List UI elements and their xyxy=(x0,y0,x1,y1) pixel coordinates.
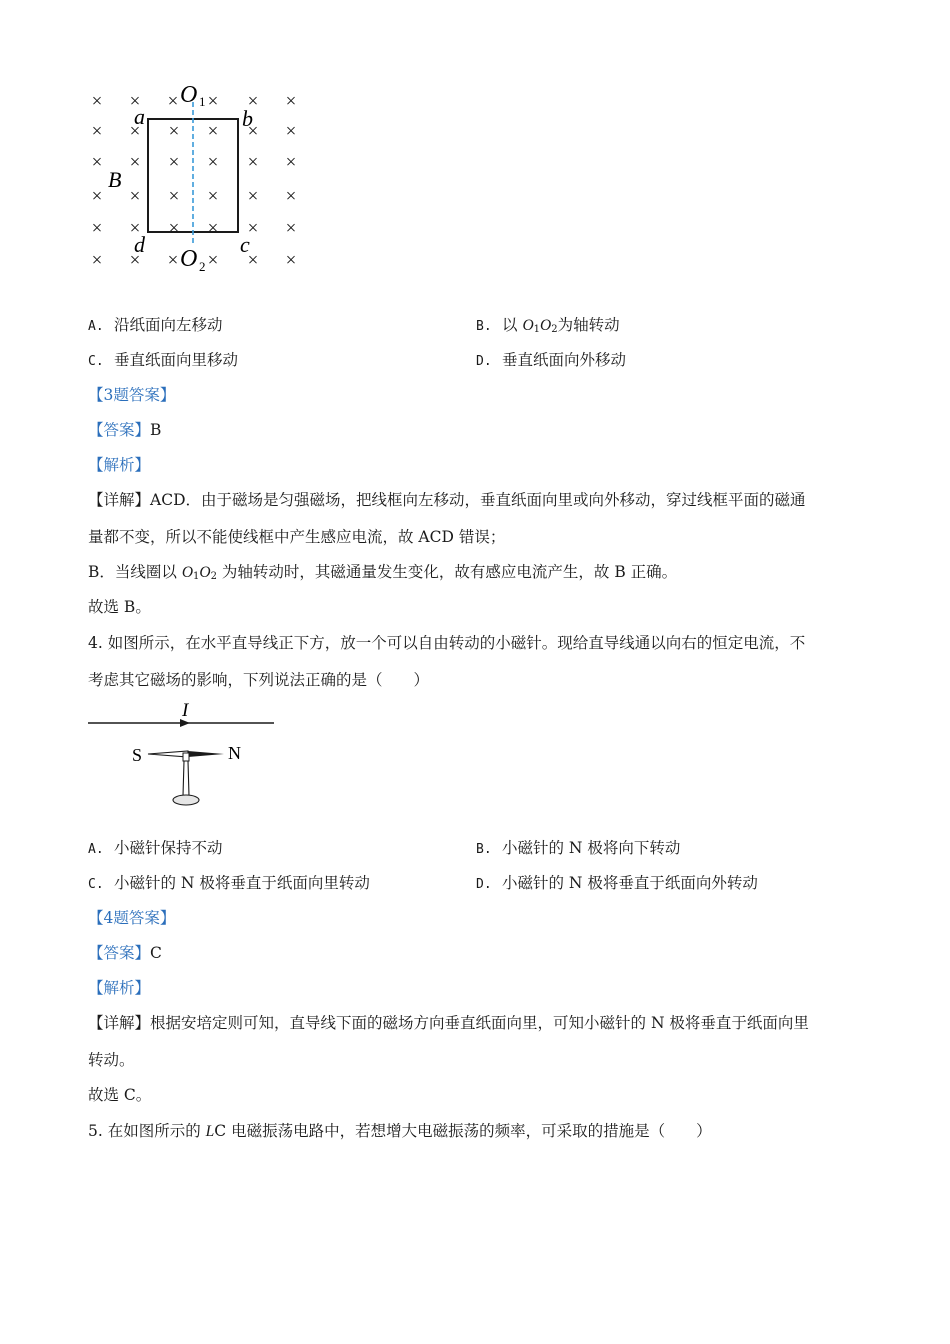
o2-subscript: 2 xyxy=(551,324,558,335)
label-O1-sub: 1 xyxy=(199,94,206,109)
field-cross: × xyxy=(207,186,219,207)
o1-subscript: 1 xyxy=(533,324,541,335)
field-cross: × xyxy=(167,250,179,271)
field-cross: × xyxy=(129,121,141,142)
field-cross: × xyxy=(91,186,103,207)
option-text-prefix: 以 xyxy=(502,316,523,334)
o2-symbol: O xyxy=(540,317,552,334)
o1-symbol: O xyxy=(522,317,534,334)
q3-option-c xyxy=(88,349,238,373)
q3-detail-line3 xyxy=(88,561,677,588)
answer-value: C xyxy=(150,944,162,962)
option-text: 垂直纸面向里移动 xyxy=(114,351,239,369)
detail-text-post: 为轴转动时，其磁通量发生变化，故有感应电流产生，故 B 正确。 xyxy=(216,563,678,581)
field-cross: × xyxy=(129,152,141,173)
field-cross: × xyxy=(247,121,259,142)
field-cross: × xyxy=(168,186,180,207)
stem-post: C 电磁振荡电路中，若想增大电磁振荡的频率，可采取的措施是（ ） xyxy=(214,1122,712,1140)
field-cross: × xyxy=(285,152,297,173)
q4-detail-line1 xyxy=(88,1012,809,1034)
option-key: B. xyxy=(476,842,492,857)
q4-stem-line2: 考虑其它磁场的影响，下列说法正确的是（ ） xyxy=(88,671,430,689)
label-N: N xyxy=(228,743,241,763)
detail-text-pre: B．当线圈以 xyxy=(88,563,182,581)
o1-subscript: 1 xyxy=(193,571,200,582)
q3-conclusion: 故选 B。 xyxy=(88,598,151,616)
q4-analysis-label: 【解析】 xyxy=(88,979,151,997)
detail-text: 根据安培定则可知，直导线下面的磁场方向垂直纸面向里，可知小磁针的 N 极将垂直于纸面向里 xyxy=(150,1014,809,1032)
option-text: 小磁针保持不动 xyxy=(114,839,223,857)
label-O2: O xyxy=(180,246,198,272)
label-B: B xyxy=(108,167,122,192)
label-O2-sub: 2 xyxy=(199,259,206,274)
option-key: A. xyxy=(88,842,104,857)
needle-n-half xyxy=(188,751,224,757)
field-cross: × xyxy=(285,250,297,271)
q3-option-a xyxy=(88,314,223,338)
option-text: 小磁针的 N 极将垂直于纸面向里转动 xyxy=(114,874,370,892)
field-cross: × xyxy=(129,186,141,207)
field-cross: × xyxy=(247,91,259,112)
q5-stem xyxy=(88,1120,712,1143)
option-key: B. xyxy=(476,319,492,334)
o1-symbol: O xyxy=(181,564,194,581)
q4-option-d xyxy=(476,872,758,896)
q4-stem-line1: 4. 如图所示，在水平直导线正下方，放一个可以自由转动的小磁针。现给直导线通以向右的恒定电流，不 xyxy=(88,634,806,652)
option-text: 沿纸面向左移动 xyxy=(114,316,223,334)
option-key: D. xyxy=(476,354,492,369)
q3-option-d xyxy=(476,349,626,373)
option-text: 小磁针的 N 极将垂直于纸面向外转动 xyxy=(502,874,758,892)
field-cross: × xyxy=(207,121,219,142)
label-a: a xyxy=(134,104,145,129)
option-key: D. xyxy=(476,877,492,892)
field-cross: × xyxy=(247,250,259,271)
stem-italic-L: L xyxy=(205,1123,215,1140)
compass-base xyxy=(173,795,199,805)
o2-symbol: O xyxy=(199,564,211,581)
detail-label: 【详解】 xyxy=(88,1014,151,1032)
field-cross: × xyxy=(168,121,180,142)
field-cross: × xyxy=(207,152,219,173)
q4-detail-line2: 转动。 xyxy=(88,1051,135,1069)
needle-s-half xyxy=(148,751,188,757)
q3-analysis-label: 【解析】 xyxy=(88,456,151,474)
q3-detail-line2: 量都不变，所以不能使线框中产生感应电流，故 ACD 错误； xyxy=(88,528,506,546)
label-O1: O xyxy=(180,82,198,108)
option-text: 小磁针的 N 极将向下转动 xyxy=(502,839,681,857)
detail-text: ACD．由于磁场是匀强磁场，把线框向左移动，垂直纸面向里或向外移动，穿过线框平面的磁通 xyxy=(150,491,806,509)
option-key: C. xyxy=(88,877,104,892)
label-d: d xyxy=(134,232,145,257)
field-cross: × xyxy=(207,250,219,271)
q3-answer xyxy=(88,419,161,441)
q3-option-b xyxy=(476,314,620,341)
compass-wire-figure xyxy=(84,696,284,814)
field-cross: × xyxy=(129,218,141,239)
field-cross: × xyxy=(129,250,141,271)
option-text: 垂直纸面向外移动 xyxy=(502,351,627,369)
field-cross: × xyxy=(285,218,297,239)
answer-label: 【答案】 xyxy=(88,944,151,962)
q4-option-b xyxy=(476,837,680,861)
o2-subscript: 2 xyxy=(210,571,217,582)
magnetic-field-figure xyxy=(80,80,320,280)
field-cross: × xyxy=(129,91,141,112)
label-c: c xyxy=(240,232,250,257)
field-cross: × xyxy=(285,186,297,207)
field-cross: × xyxy=(167,91,179,112)
field-cross: × xyxy=(168,218,180,239)
label-S: S xyxy=(132,745,143,765)
q3-detail-line1 xyxy=(88,489,806,511)
field-cross: × xyxy=(285,91,297,112)
q4-answer xyxy=(88,942,162,964)
compass-stand xyxy=(183,761,189,796)
field-cross: × xyxy=(247,186,259,207)
label-b: b xyxy=(242,106,253,131)
field-cross: × xyxy=(91,91,103,112)
field-cross: × xyxy=(91,121,103,142)
answer-label: 【答案】 xyxy=(88,421,151,439)
needle-pivot xyxy=(183,753,189,761)
q3-answer-header: 【3题答案】 xyxy=(88,386,176,404)
field-cross: × xyxy=(207,218,219,239)
field-cross: × xyxy=(91,218,103,239)
option-key: C. xyxy=(88,354,104,369)
field-cross: × xyxy=(247,218,259,239)
field-cross: × xyxy=(168,152,180,173)
field-cross: × xyxy=(247,152,259,173)
field-cross: × xyxy=(91,250,103,271)
q4-option-a xyxy=(88,837,223,861)
option-key: A. xyxy=(88,319,104,334)
q4-conclusion: 故选 C。 xyxy=(88,1086,152,1104)
detail-label: 【详解】 xyxy=(88,491,151,509)
field-cross: × xyxy=(285,121,297,142)
answer-value: B xyxy=(150,421,162,439)
field-cross: × xyxy=(91,152,103,173)
option-text-suffix: 为轴转动 xyxy=(557,316,620,334)
stem-pre: 5. 在如图所示的 xyxy=(88,1122,206,1140)
current-label: I xyxy=(182,700,189,721)
q4-option-c xyxy=(88,872,370,896)
field-cross: × xyxy=(207,91,219,112)
q4-answer-header: 【4题答案】 xyxy=(88,909,176,927)
